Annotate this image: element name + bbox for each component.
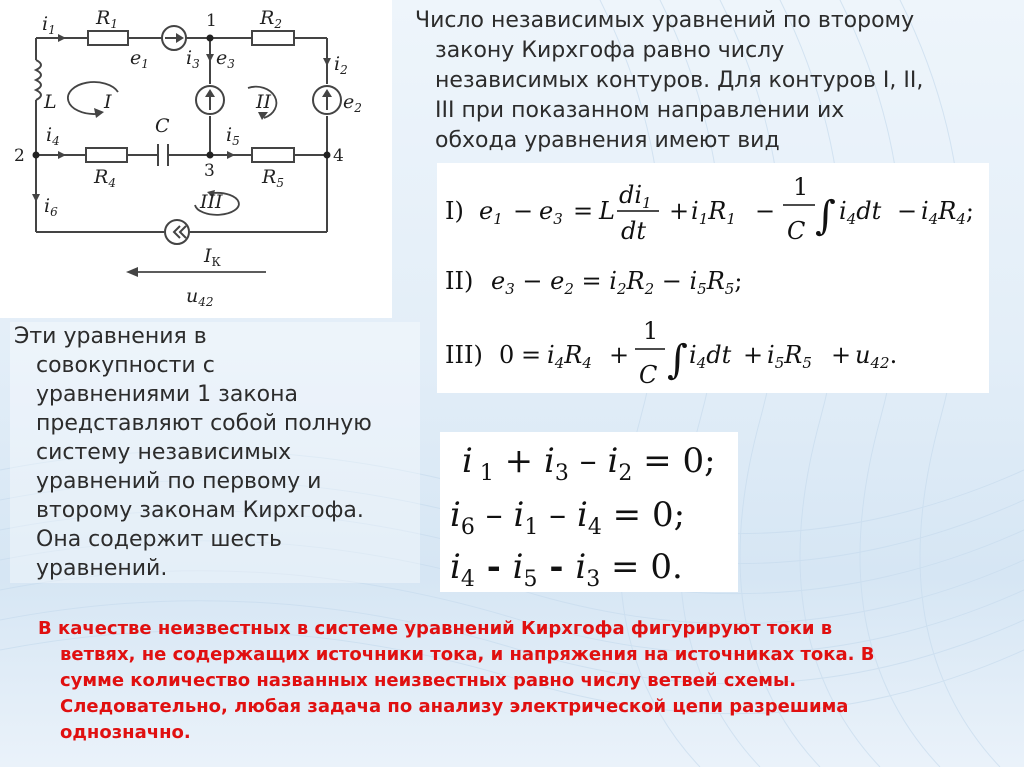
svg-text:u42.: $u_{42}$.	[855, 341, 898, 372]
svg-text:e3 − e2 = i2R2 − i5R5;: $e_3 - e_2 = i_2R_2 - i_5R_5$;	[491, 267, 743, 298]
kcl-equation-2: $i_6 - i_1 - i_4 = 0$;	[450, 495, 686, 540]
left-line-3: уравнениями 1 закона	[36, 382, 298, 407]
system-description-paragraph	[10, 322, 420, 583]
svg-text:0: 0	[499, 341, 515, 369]
svg-text:−: −	[897, 197, 918, 225]
label-loop-III: III	[200, 191, 223, 213]
svg-text:i5R5: $i_5R_5$	[767, 341, 812, 372]
resistor-R2	[252, 31, 294, 45]
svg-text:1: 1	[793, 173, 809, 201]
svg-text:+: +	[743, 341, 764, 369]
left-line-2: совокупности с	[36, 353, 215, 378]
svg-text:+: +	[831, 341, 852, 369]
svg-text:∫: ∫	[667, 337, 688, 383]
svg-text:=: =	[521, 341, 542, 369]
label-L: L	[44, 91, 57, 113]
label-node2: 2	[14, 146, 25, 166]
red-line-5: однозначно.	[60, 722, 191, 743]
label-R1: R	[96, 7, 111, 29]
current-source-Ik	[165, 220, 189, 244]
svg-text:C: C	[639, 361, 658, 389]
left-line-5: систему независимых	[36, 440, 292, 465]
svg-text:e1: $e_1$	[130, 47, 149, 71]
intro-line-5: обхода уравнения имеют вид	[435, 128, 780, 153]
svg-text:III): III)	[445, 341, 483, 369]
svg-text:−: −	[513, 197, 534, 225]
label-loop-I: I	[104, 91, 112, 113]
intro-line-4: III при показанном направлении их	[435, 98, 845, 123]
label-e3: e	[216, 47, 228, 69]
svg-text:+: +	[609, 341, 630, 369]
svg-text:e1: $e_1$	[479, 197, 503, 228]
kvl-equation-I	[445, 173, 974, 245]
svg-text:II): II)	[445, 267, 474, 295]
red-line-1: В качестве неизвестных в системе уравнений Кирхгофа фигурируют токи в	[38, 618, 833, 639]
intro-paragraph	[415, 6, 1015, 156]
label-i1: i	[42, 13, 49, 35]
label-Ik: I	[204, 245, 212, 267]
label-node1: 1	[206, 11, 217, 31]
label-i5: i	[226, 124, 233, 146]
svg-text:i5: $i_5$	[226, 124, 240, 148]
left-line-7: второму законам Кирхгофа.	[36, 498, 364, 523]
svg-text:C: C	[787, 217, 806, 245]
intro-line-1: Число независимых уравнений по второму	[415, 8, 915, 33]
label-node4: 4	[333, 146, 344, 166]
svg-text:1: 1	[643, 317, 659, 345]
label-C: C	[155, 115, 170, 137]
svg-text:i2: $i_2$	[334, 53, 348, 77]
intro-line-2: закону Кирхгофа равно числу	[435, 38, 785, 63]
svg-text:i3: $i_3$	[186, 47, 200, 71]
svg-text:e2: $e_2$	[343, 91, 362, 115]
label-loop-II: II	[256, 91, 272, 113]
svg-text:e3: $e_3$	[216, 47, 235, 71]
svg-text:di1: $di_1$	[619, 181, 652, 212]
kcl-equations	[440, 432, 738, 592]
left-line-1: Эти уравнения в	[14, 324, 207, 349]
kcl-equations-svg	[440, 432, 738, 592]
kcl-equation-1: i $_1 + i_3 - i_2 = 0$;	[462, 441, 716, 486]
svg-text:∫: ∫	[815, 193, 836, 239]
svg-text:R1: $R_1$	[96, 7, 118, 31]
kvl-equations-svg	[437, 163, 989, 393]
svg-text:i4: $i_4$	[46, 124, 60, 148]
left-line-4: представляют собой полную	[36, 411, 372, 436]
label-i6: i	[44, 195, 51, 217]
svg-text:R4: $R_4$	[94, 166, 116, 190]
circuit-diagram	[0, 0, 392, 318]
label-R5: R	[262, 166, 277, 188]
label-e1: e	[130, 47, 142, 69]
label-R2: R	[260, 7, 275, 29]
label-i3: i	[186, 47, 193, 69]
svg-text:+: +	[669, 197, 690, 225]
svg-text:e3: $e_3$	[539, 197, 563, 228]
svg-text:=: =	[573, 197, 594, 225]
left-line-8: Она содержит шесть	[36, 527, 282, 552]
svg-text:dt: dt	[621, 217, 647, 245]
left-line-9: уравнений.	[36, 556, 168, 581]
svg-text:R5: $R_5$	[262, 166, 284, 190]
left-line-6: уравнений по первому и	[36, 469, 322, 494]
svg-text:−: −	[755, 197, 776, 225]
label-e2: e	[343, 91, 355, 113]
resistor-R5	[252, 148, 294, 162]
kvl-equations	[437, 163, 989, 393]
kvl-equation-II	[445, 267, 742, 298]
svg-text:L: L	[599, 197, 615, 225]
label-i4: i	[46, 124, 53, 146]
label-R4: R	[94, 166, 109, 188]
svg-text:i1: $i_1$	[42, 13, 56, 37]
svg-text:i4R4: $i_4R_4$	[547, 341, 592, 372]
svg-text:IК: $I_К$	[204, 245, 221, 269]
resistor-R1	[88, 31, 128, 45]
label-node3: 3	[204, 161, 215, 181]
kcl-equation-3: $i_4 - i_5 - i_3 = 0$.	[450, 547, 683, 592]
svg-text:i4R4;: $i_4R_4$;	[921, 197, 974, 228]
svg-text:u42: $u_{42}$	[186, 285, 214, 309]
svg-text:i1R1: $i_1R_1$	[691, 197, 736, 228]
circuit-svg	[0, 0, 392, 318]
svg-text:I): I)	[445, 197, 464, 225]
svg-text:R2: $R_2$	[260, 7, 282, 31]
label-u42: u	[186, 285, 199, 307]
label-i2: i	[334, 53, 341, 75]
svg-text:i4dt: $i_4dt$	[689, 341, 732, 372]
resistor-R4	[86, 148, 127, 162]
conclusion-paragraph	[38, 616, 998, 746]
kvl-equation-III	[445, 317, 897, 389]
red-line-3: сумме количество названных неизвестных равно числу ветвей схемы.	[60, 670, 797, 691]
red-line-4: Следовательно, любая задача по анализу электрической цепи разрешима	[60, 696, 849, 717]
svg-text:i4dt: $i_4dt$	[839, 197, 882, 228]
red-line-2: ветвях, не содержащих источники тока, и напряжения на источниках тока. В	[60, 644, 875, 665]
intro-line-3: независимых контуров. Для контуров I, II,	[435, 68, 924, 93]
svg-text:i6: $i_6$	[44, 195, 58, 219]
